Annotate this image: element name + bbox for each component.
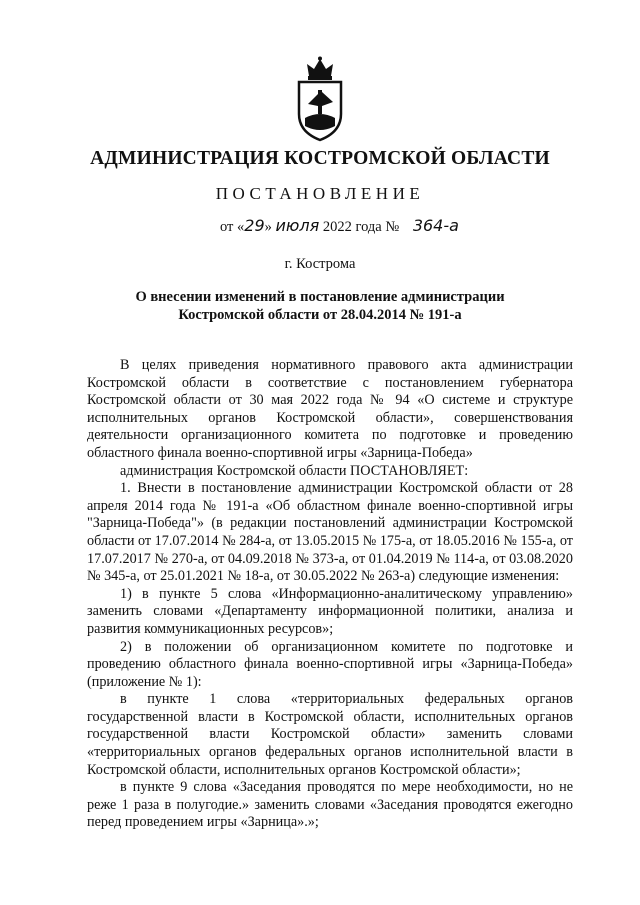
body-paragraph: в пункте 9 слова «Заседания проводятся по мере необходимости, но не реже 1 раза в полугодие.» заменить словами «Заседания проводятся ежегодно перед проведением игры «Зарница».»;: [87, 779, 573, 831]
body-paragraph: 1) в пункте 5 слова «Информационно-аналитическому управлению» заменить словами «Департаменту информационной политики, анализа и развития коммуникационных ресурсов»;: [87, 585, 573, 637]
date-mid: »: [264, 219, 272, 235]
document-number: 364-а: [412, 216, 459, 235]
document-type: ПОСТАНОВЛЕНИЕ: [215, 184, 425, 203]
body-paragraph: в пункте 1 слова «территориальных федеральных органов государственной власти в Костромской области, исполнительных органов государственной власти Костромской области» заменить словами «территориальных органов федеральных органов исполнительной власти в Костромской области, исполнительных органов Костромской области»;: [87, 691, 573, 778]
subject-heading: [100, 288, 540, 324]
document-body: [87, 357, 573, 832]
date-day: 29: [244, 216, 265, 235]
body-paragraph: В целях приведения нормативного правового акта администрации Костромской области в соответствие с постановлением губернатора Костромской области от 30 мая 2022 года № 94 «О системе и структуре исполнительных органов Костромской области», совершенствования деятельности организационного комитета по подготовке и проведению областного финала военно-спортивной игры «Зарница-Победа»: [87, 357, 573, 461]
coat-of-arms-icon: [295, 56, 345, 142]
date-year: 2022 года №: [322, 219, 400, 235]
date-month: июля: [275, 216, 320, 235]
subject-line: Костромской области от 28.04.2014 № 191-а: [178, 307, 462, 323]
subject-line: О внесении изменений в постановление администрации: [135, 289, 505, 305]
city: г. Кострома: [284, 256, 356, 272]
body-paragraph: 1. Внести в постановление администрации Костромской области от 28 апреля 2014 года № 191-а «Об областном финале военно-спортивной игры "Зарница-Победа"» (в редакции постановлений администрации Костромской области от 17.07.2014 № 284-а, от 13.05.2015 № 175-а, от 18.05.2016 № 155-а, от 17.07.2017 № 270-а, от 04.09.2018 № 373-а, от 01.04.2019 № 114-а, от 03.08.2020 № 345-а, от 25.01.2021 № 18-а, от 30.05.2022 № 263-а) следующие изменения:: [87, 480, 573, 585]
body-paragraph: администрация Костромской области ПОСТАНОВЛЯЕТ:: [120, 462, 469, 479]
date-line: [220, 216, 459, 236]
date-prefix: от «: [220, 219, 245, 235]
organization-title: АДМИНИСТРАЦИЯ КОСТРОМСКОЙ ОБЛАСТИ: [90, 148, 550, 169]
body-paragraph: 2) в положении об организационном комитете по подготовке и проведению областного финала военно-спортивной игры «Зарница-Победа» (приложение № 1):: [87, 638, 573, 690]
